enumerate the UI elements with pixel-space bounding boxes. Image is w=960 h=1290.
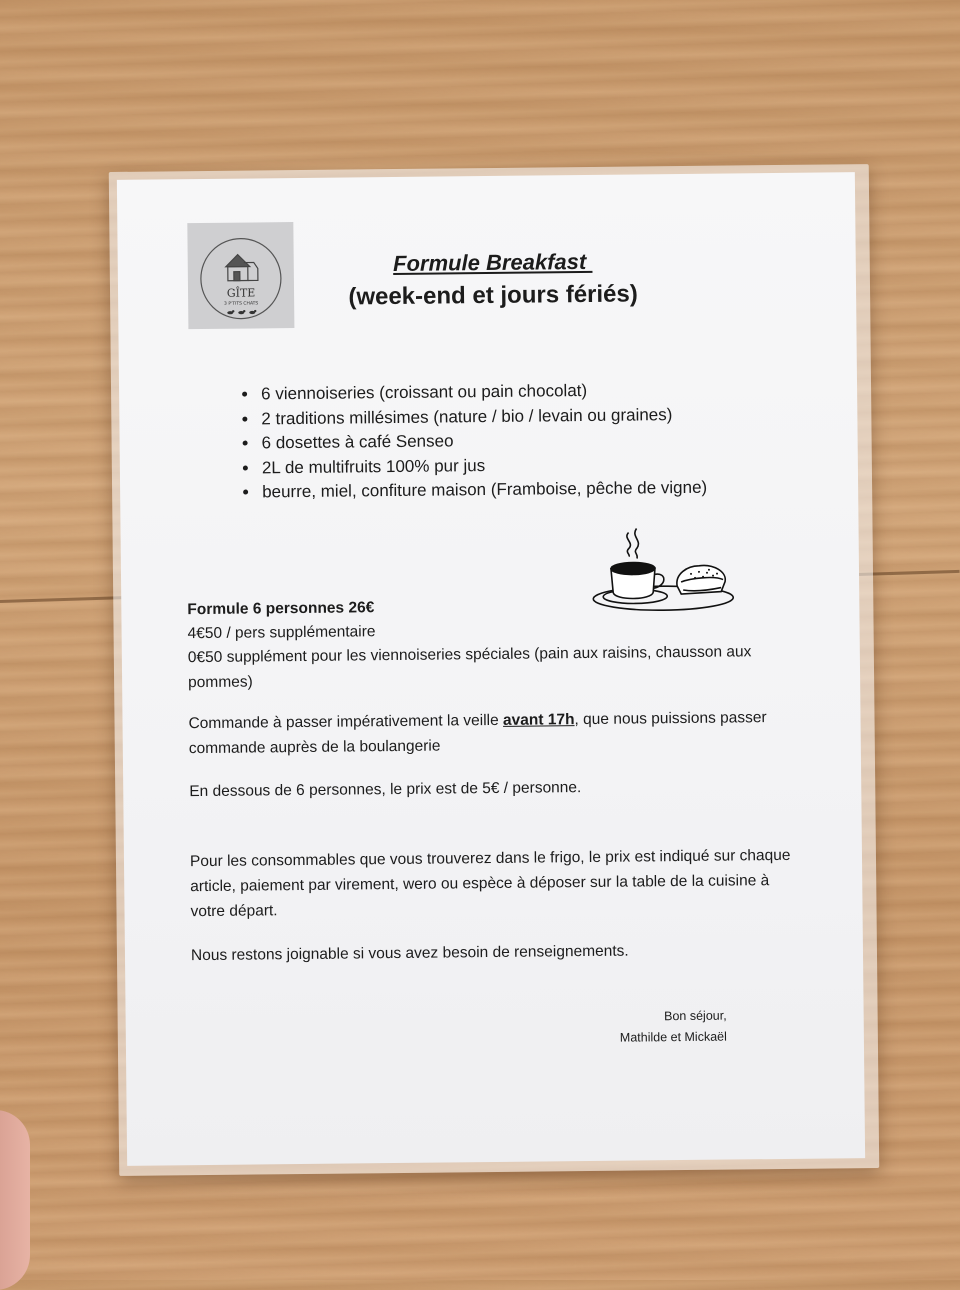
list-item: • 6 viennoiseries (croissant ou pain chocolat) [259, 378, 706, 407]
breakfast-notice-sheet [117, 172, 865, 1166]
cat-silhouettes [227, 310, 256, 315]
finger [0, 1110, 30, 1290]
logo-name: GÎTE [226, 286, 256, 300]
coffee-and-toast-icon [591, 525, 742, 619]
list-item: • 2 traditions millésimes (nature / bio / levain ou graines) [259, 402, 706, 431]
signature [620, 1006, 727, 1049]
special-pastry-supplement: 0€50 supplément pour les viennoiseries spéciales (pain aux raisins, chausson aux pommes) [187, 643, 752, 692]
list-item: • 6 dosettes à café Senseo [259, 427, 706, 456]
page-subtitle: (week-end et jours fériés) [348, 280, 638, 311]
extra-person-price: 4€50 / pers supplémentaire [187, 623, 376, 643]
signature-greeting: Bon séjour, [664, 1008, 727, 1024]
contact-note: Nous restons joignable si vous avez besoin de renseignements. [190, 942, 629, 965]
order-deadline: avant 17h [502, 711, 575, 729]
list-item: • beurre, miel, confiture maison (Framboise, pêche de vigne) [260, 476, 707, 505]
order-text-before: Commande à passer impérativement la veille [188, 711, 504, 733]
page-title: Formule Breakfast [392, 248, 593, 277]
signature-names: Mathilde et Mickaël [619, 1029, 727, 1045]
title-block [278, 248, 709, 312]
below-six-price: En dessous de 6 personnes, le prix est de 5€ / personne. [189, 779, 582, 801]
order-text-after: , que nous puissions passer commande auprès de la boulangerie [188, 709, 767, 758]
list-item: • 2L de multifruits 100% pur jus [260, 451, 707, 480]
order-deadline-note [188, 705, 788, 761]
breakfast-items-list [239, 378, 707, 505]
fridge-payment-note: Pour les consommables que vous trouverez dans le frigo, le prix est indiqué sur chaque article, paiement par virement, wero ou espèce à déposer sur la table de la cuisine à votre départ. [189, 846, 791, 921]
logo-subtitle: 3 P'TITS CHATS [224, 301, 259, 307]
formula-price: Formule 6 personnes 26€ [187, 599, 375, 619]
